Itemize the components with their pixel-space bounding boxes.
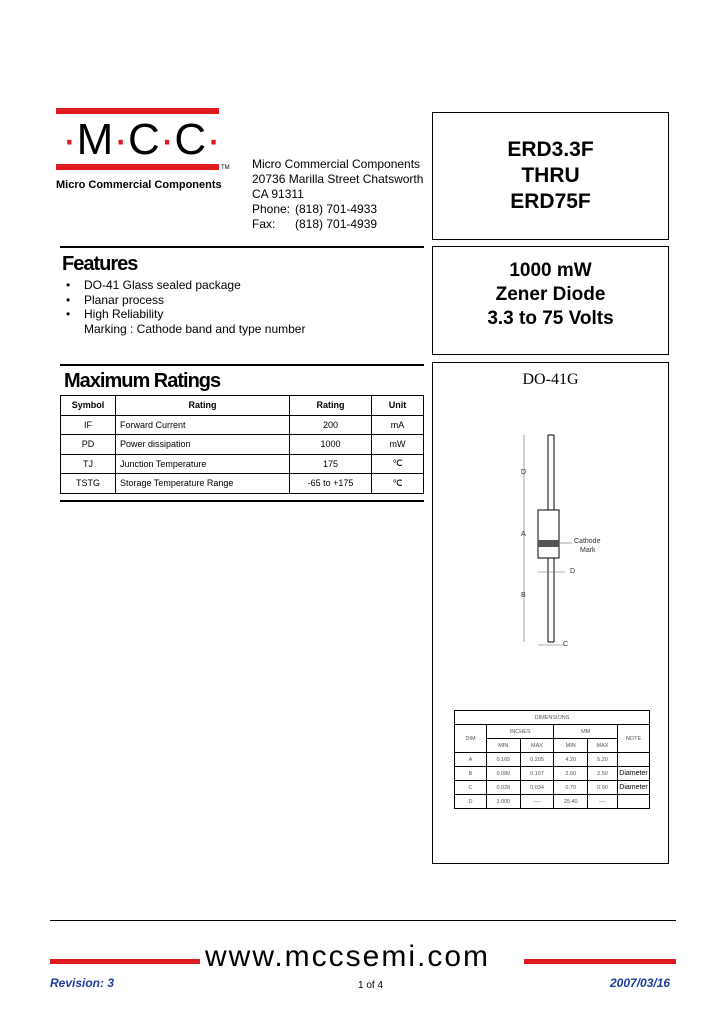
dimensions-table — [454, 710, 650, 809]
mark-label: Mark — [580, 547, 596, 554]
part-number-box — [432, 112, 669, 240]
unit-cell: ℃ — [372, 474, 424, 494]
features-top-rule — [60, 246, 424, 248]
ratings-header-row — [61, 396, 424, 416]
logo-top-bar — [56, 108, 219, 114]
dims-cell: ---- — [520, 795, 554, 809]
dims-cell: ---- — [588, 795, 618, 809]
dims-cell: 0.165 — [487, 753, 521, 767]
feature-item: • DO-41 Glass sealed package — [66, 278, 305, 293]
rating-cell: Junction Temperature — [116, 454, 290, 474]
table-row — [61, 415, 424, 435]
table-row — [61, 435, 424, 455]
dims-cell — [618, 795, 650, 809]
package-title: DO-41G — [522, 371, 579, 388]
address-phone: Phone: (818) 701-4933 — [252, 202, 378, 216]
symbol-cell: TSTG — [61, 474, 116, 494]
value-cell: -65 to +175 — [290, 474, 372, 494]
col-rating: Rating — [116, 396, 290, 416]
device-type: Zener Diode — [495, 284, 606, 305]
address-company: Micro Commercial Components — [252, 157, 421, 171]
dims-mm-header: MM — [554, 725, 618, 739]
dims-cell: 0.205 — [520, 753, 554, 767]
dim-label-a: A — [521, 531, 526, 538]
features-bottom-rule — [60, 364, 424, 366]
dims-cell: 0.028 — [487, 781, 521, 795]
dim-label-c: C — [563, 641, 569, 648]
symbol-cell: IF — [61, 415, 116, 435]
symbol-cell: TJ — [61, 454, 116, 474]
col-unit: Unit — [372, 396, 424, 416]
dims-max: MAX — [520, 739, 554, 753]
company-address — [252, 157, 423, 232]
value-cell: 200 — [290, 415, 372, 435]
dims-cell: 4.20 — [554, 753, 588, 767]
rating-cell: Forward Current — [116, 415, 290, 435]
diode-outline-drawing — [510, 430, 620, 660]
dims-cell: A — [455, 753, 487, 767]
power-rating: 1000 mW — [509, 260, 592, 281]
dims-cell: Diameter — [618, 781, 650, 795]
dim-label-b: B — [521, 592, 526, 599]
dims-cell: 5.20 — [588, 753, 618, 767]
dims-min: MIN — [554, 739, 588, 753]
part-number-to: ERD75F — [510, 190, 591, 213]
dims-caption: DIMENSIONS — [455, 711, 650, 725]
feature-item: Marking : Cathode band and type number — [84, 321, 306, 336]
dims-cell — [618, 753, 650, 767]
diode-body — [538, 510, 559, 558]
voltage-range: 3.3 to 75 Volts — [487, 308, 614, 329]
dims-cell: 2.50 — [588, 767, 618, 781]
cathode-band — [538, 540, 559, 547]
dims-note-header: NOTE — [618, 725, 650, 753]
dims-cell: D — [455, 795, 487, 809]
part-number-thru: THRU — [521, 164, 580, 187]
features-heading: Features — [62, 253, 138, 275]
logo-subtitle: Micro Commercial Components — [56, 179, 222, 191]
unit-cell: ℃ — [372, 454, 424, 474]
dims-cell: 0.70 — [554, 781, 588, 795]
col-symbol: Symbol — [61, 396, 116, 416]
revision-label: Revision: 3 — [50, 976, 115, 990]
address-city: CA 91311 — [252, 187, 304, 201]
dims-cell: 0.034 — [520, 781, 554, 795]
dim-label-d-right: D — [570, 568, 576, 575]
description-box — [432, 246, 669, 355]
unit-cell: mW — [372, 435, 424, 455]
dims-cell: 25.40 — [554, 795, 588, 809]
footer-right-bar — [524, 959, 676, 964]
dim-label-d-top: D — [521, 469, 527, 476]
page-number: 1 of 4 — [358, 980, 384, 991]
dims-cell: 2.00 — [554, 767, 588, 781]
footer-left-bar — [50, 959, 200, 964]
dims-inches-header: INCHES — [487, 725, 554, 739]
dims-min: MIN — [487, 739, 521, 753]
logo-bottom-bar — [56, 164, 219, 170]
rating-cell: Power dissipation — [116, 435, 290, 455]
website-link[interactable]: www.mccsemi.com — [205, 940, 491, 973]
cathode-label: Cathode — [574, 538, 601, 545]
dims-dim-header: DIM — [455, 725, 487, 753]
address-fax: Fax: (818) 701-4939 — [252, 217, 378, 231]
part-number-from: ERD3.3F — [507, 138, 594, 161]
table-row — [455, 795, 650, 809]
dims-cell: B — [455, 767, 487, 781]
ratings-heading: Maximum Ratings — [64, 370, 221, 392]
trademark-mark: TM — [221, 165, 230, 171]
value-cell: 1000 — [290, 435, 372, 455]
table-row — [455, 781, 650, 795]
col-value: Rating — [290, 396, 372, 416]
dims-cell: 0.080 — [487, 767, 521, 781]
feature-item: • Planar process — [66, 293, 305, 308]
logo: ·M·C·C· — [62, 115, 221, 164]
dims-cell: 1.000 — [487, 795, 521, 809]
dims-cell: C — [455, 781, 487, 795]
unit-cell: mA — [372, 415, 424, 435]
rating-cell: Storage Temperature Range — [116, 474, 290, 494]
revision-date: 2007/03/16 — [610, 976, 671, 990]
dims-cell: Diameter — [618, 767, 650, 781]
table-row — [455, 753, 650, 767]
feature-item: • High Reliability — [66, 307, 305, 322]
table-row — [455, 767, 650, 781]
ratings-bottom-rule — [60, 500, 424, 502]
footer-top-rule — [50, 920, 676, 921]
address-street: 20736 Marilla Street Chatsworth — [252, 172, 424, 186]
features-list — [66, 278, 305, 336]
value-cell: 175 — [290, 454, 372, 474]
dims-cell: 0.107 — [520, 767, 554, 781]
ratings-table — [60, 395, 424, 494]
table-row — [61, 454, 424, 474]
symbol-cell: PD — [61, 435, 116, 455]
table-row — [61, 474, 424, 494]
dims-max: MAX — [588, 739, 618, 753]
dims-cell: 0.90 — [588, 781, 618, 795]
